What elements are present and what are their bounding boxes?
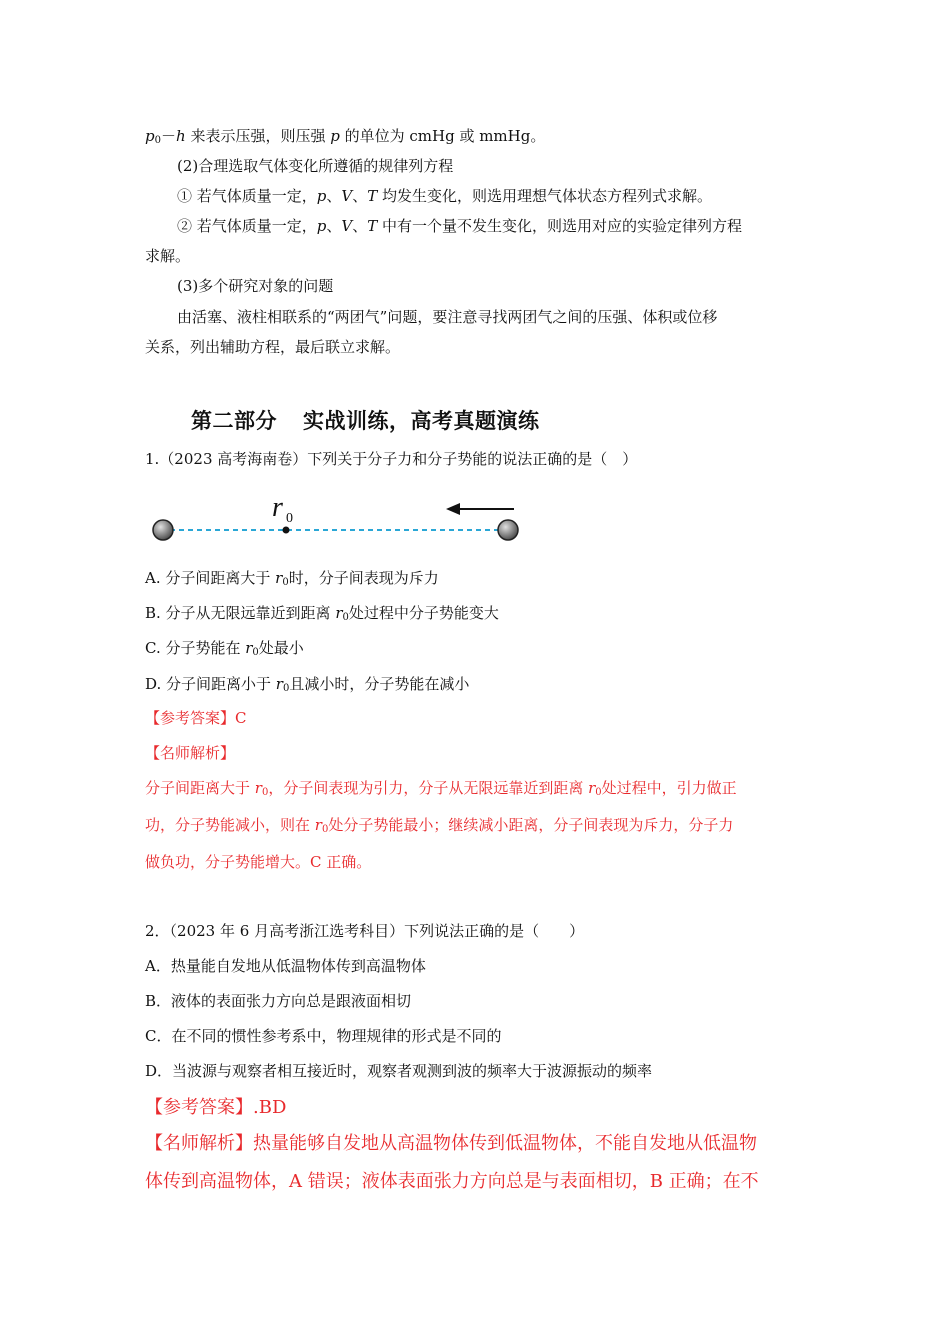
q1-answer: 【参考答案】C [145,709,247,727]
q2-option-b: B．液体的表面张力方向总是跟液面相切 [145,992,412,1010]
r0-label: r [272,492,283,523]
arrow-left-icon [446,503,460,515]
left-molecule [153,520,173,540]
section-heading: 第二部分 实战训练，高考真题演练 [191,409,540,433]
q1-analysis-line-2: 功，分子势能减小，则在 $r_0$处分子势能最小；继续减小距离，分子间表现为斥力，分子力 [145,816,734,835]
intro-line-6: (3)多个研究对象的问题 [177,277,334,295]
intro-line-7: 由活塞、液柱相联系的“两团气”问题，要注意寻找两团气之间的压强、体积或位移 [177,308,718,326]
q2-option-d: D．当波源与观察者相互接近时，观察者观测到波的频率大于波源振动的频率 [145,1062,653,1080]
q1-analysis-line-1: 分子间距离大于 $r_0$，分子间表现为引力，分子从无限远靠近到距离 $r_0$处过程中，引力做正 [145,779,737,798]
r0-point [283,527,290,534]
intro-line-1: $p_0-h$ 来表示压强，则压强 p 的单位为 cmHg 或 mmHg。 [145,127,546,146]
q2-option-c: C．在不同的惯性参考系中，物理规律的形式是不同的 [145,1027,502,1045]
q1-option-c: C. 分子势能在 $r_0$处最小 [145,639,304,658]
q2-analysis-line-1: 【名师解析】热量能够自发地从高温物体传到低温物体，不能自发地从低温物 [145,1133,757,1154]
q2-analysis-line-2: 体传到高温物体，A 错误；液体表面张力方向总是与表面相切，B 正确；在不 [145,1171,759,1192]
q1-option-b: B. 分子从无限远靠近到距离 $r_0$处过程中分子势能变大 [145,604,499,623]
q1-analysis-line-3: 做负功，分子势能增大。C 正确。 [145,853,372,871]
r0-subscript: 0 [286,511,293,526]
q2-stem: 2．（2023 年 6 月高考浙江选考科目）下列说法正确的是（ ） [145,922,585,940]
intro-line-4: ② 若气体质量一定，p、V、T 中有一个量不发生变化，则选用对应的实验定律列方程 [177,217,743,235]
q1-option-a: A. 分子间距离大于 $r_0$时，分子间表现为斥力 [145,569,439,588]
right-molecule [498,520,518,540]
q1-stem: 1.（2023 高考海南卷）下列关于分子力和分子势能的说法正确的是（ ） [145,450,638,468]
q2-answer: 【参考答案】.BD [145,1097,287,1118]
q2-option-a: A．热量能自发地从低温物体传到高温物体 [145,957,426,975]
q1-analysis-title: 【名师解析】 [145,744,236,762]
intro-line-8: 关系，列出辅助方程，最后联立求解。 [145,338,401,356]
intro-line-3: ① 若气体质量一定，p、V、T 均发生变化，则选用理想气体状态方程列式求解。 [177,187,713,205]
q1-option-d: D. 分子间距离小于 $r_0$且减小时，分子势能在减小 [145,675,470,694]
intro-line-5: 求解。 [145,247,191,265]
intro-line-2: (2)合理选取气体变化所遵循的规律列方程 [177,157,454,175]
molecule-diagram [148,490,528,550]
